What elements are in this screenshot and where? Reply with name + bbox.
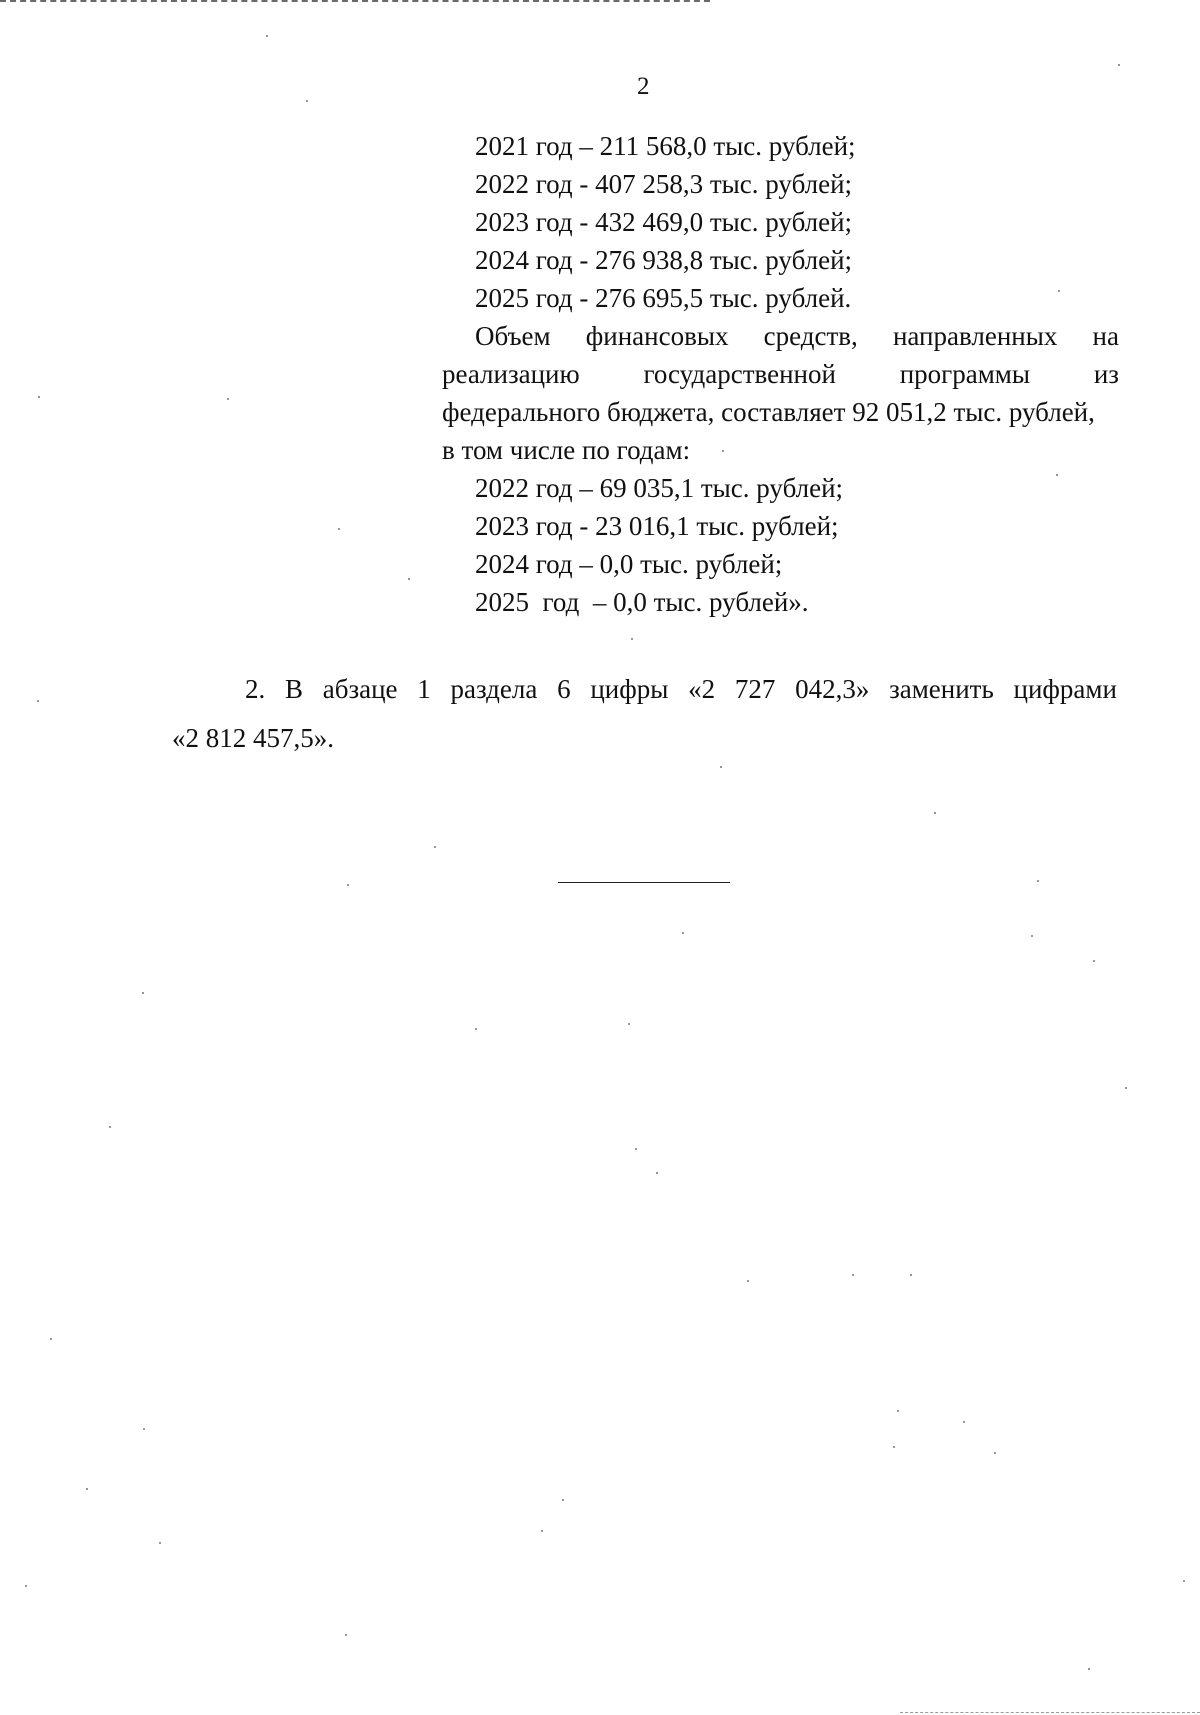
scan-bottom-edge	[900, 1712, 1200, 1713]
federal-year-2024: 2024 год – 0,0 тыс. рублей;	[475, 549, 783, 579]
item-2-line-2: «2 812 457,5».	[172, 723, 334, 753]
word: средств,	[763, 321, 858, 351]
regional-year-2021: 2021 год – 211 568,0 тыс. рублей;	[475, 131, 856, 161]
word: программы	[899, 359, 1031, 389]
page-number: 2	[637, 73, 650, 100]
word: государственной	[643, 359, 836, 389]
regional-year-2023: 2023 год - 432 469,0 тыс. рублей;	[475, 207, 853, 237]
word: раздела	[450, 674, 538, 704]
word: Объем	[475, 321, 551, 351]
federal-paragraph-line-1	[475, 320, 1119, 352]
federal-paragraph-line-4: в том числе по годам:	[442, 435, 691, 465]
word: 727	[734, 674, 776, 704]
word: цифры	[590, 674, 669, 704]
word: «2	[688, 674, 716, 704]
federal-paragraph-line-2	[442, 358, 1119, 390]
regional-year-2025: 2025 год - 276 695,5 тыс. рублей.	[475, 283, 852, 313]
word: абзаце	[322, 674, 398, 704]
word: В	[284, 674, 303, 704]
word: 2.	[245, 674, 266, 704]
item-2-line-1	[245, 673, 1117, 705]
word: заменить	[889, 674, 994, 704]
word: цифрами	[1013, 674, 1117, 704]
word: на	[1092, 321, 1119, 351]
end-of-text-rule	[558, 882, 730, 883]
federal-year-2023: 2023 год - 23 016,1 тыс. рублей;	[475, 511, 839, 541]
federal-paragraph-line-3: федерального бюджета, составляет 92 051,2 тыс. рублей,	[442, 397, 1095, 427]
word: 042,3»	[795, 674, 870, 704]
word: направленных	[892, 321, 1058, 351]
word: финансовых	[585, 321, 729, 351]
word: 6	[557, 674, 571, 704]
word: 1	[417, 674, 431, 704]
word: реализацию	[442, 359, 580, 389]
scan-top-edge	[0, 0, 710, 2]
regional-year-2022: 2022 год - 407 258,3 тыс. рублей;	[475, 169, 853, 199]
federal-year-2022: 2022 год – 69 035,1 тыс. рублей;	[475, 473, 844, 503]
regional-year-2024: 2024 год - 276 938,8 тыс. рублей;	[475, 245, 853, 275]
federal-year-2025: 2025 год – 0,0 тыс. рублей».	[475, 587, 809, 617]
word: из	[1093, 359, 1119, 389]
